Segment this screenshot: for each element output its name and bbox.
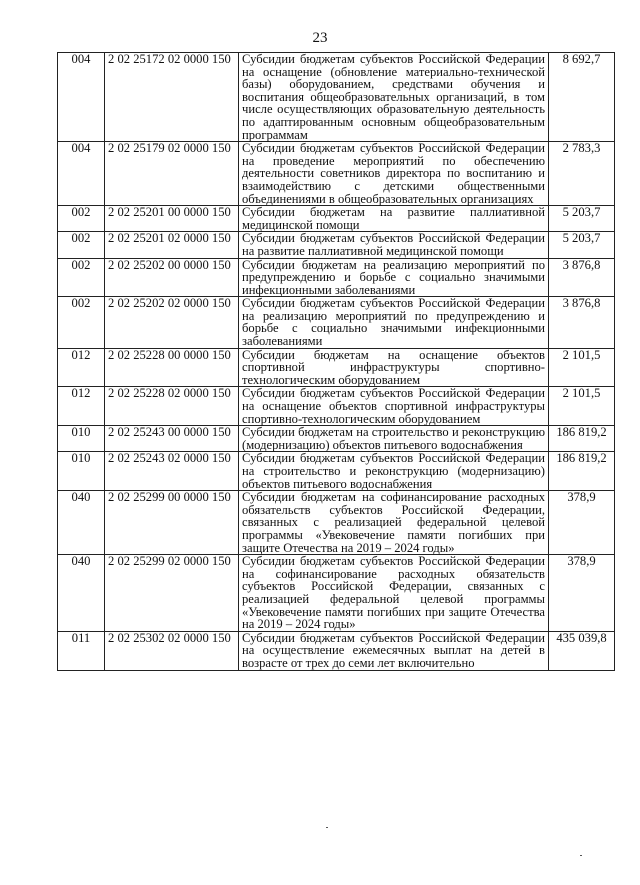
- revenue-name-cell: Субсидии бюджетам на строительство и реконструкцию (модернизацию) объектов питьевого водоснабжения: [239, 426, 549, 452]
- amount-cell: 186 819,2: [549, 426, 615, 452]
- revenue-name-cell: Субсидии бюджетам субъектов Российской Федерации на осуществление ежемесячных выплат на детей в возрасте от трех до семи лет включительно: [239, 631, 549, 670]
- admin-code-cell: 010: [58, 452, 105, 491]
- amount-cell: 5 203,7: [549, 232, 615, 258]
- revenue-name-cell: Субсидии бюджетам субъектов Российской Федерации на развитие паллиативной медицинской помощи: [239, 232, 549, 258]
- revenue-name-cell: Субсидии бюджетам субъектов Российской Федерации на реализацию мероприятий по предупреждению и борьбе с социально значимыми инфекционными заболеваниями: [239, 297, 549, 348]
- kbk-code-cell: 2 02 25228 00 0000 150: [105, 348, 239, 387]
- revenue-name-cell: Субсидии бюджетам субъектов Российской Федерации на проведение мероприятий по обеспечению деятельности советников директора по воспитанию и взаимодействию с детскими общественными объединениями в общеобразовательных организациях: [239, 142, 549, 206]
- revenue-name-cell: Субсидии бюджетам на софинансирование расходных обязательств субъектов Российской Федерации, связанных с реализацией федеральной целевой программы «Увековечение памяти погибших при защите Отечества на 2019 – 2024 годы»: [239, 491, 549, 555]
- revenue-name-cell: Субсидии бюджетам на реализацию мероприятий по предупреждению и борьбе с социально значимыми инфекционными заболеваниями: [239, 258, 549, 297]
- admin-code-cell: 012: [58, 387, 105, 426]
- admin-code-cell: 012: [58, 348, 105, 387]
- revenue-name-cell: Субсидии бюджетам на оснащение объектов спортивной инфраструктуры спортивно-технологическим оборудованием: [239, 348, 549, 387]
- revenue-name-cell: Субсидии бюджетам на развитие паллиативной медицинской помощи: [239, 206, 549, 232]
- amount-cell: 2 101,5: [549, 387, 615, 426]
- table-row: [58, 387, 615, 426]
- table-row: [58, 491, 615, 555]
- kbk-code-cell: 2 02 25201 02 0000 150: [105, 232, 239, 258]
- table-row: [58, 142, 615, 206]
- amount-cell: 186 819,2: [549, 452, 615, 491]
- admin-code-cell: 002: [58, 232, 105, 258]
- admin-code-cell: 002: [58, 297, 105, 348]
- admin-code-cell: 040: [58, 555, 105, 632]
- revenue-name-cell: Субсидии бюджетам субъектов Российской Федерации на строительство и реконструкцию (модернизацию) объектов питьевого водоснабжения: [239, 452, 549, 491]
- table-row: [58, 258, 615, 297]
- revenue-name-cell: Субсидии бюджетам субъектов Российской Федерации на оснащение (обновление материально-технической базы) оборудованием, средствами обучения и воспитания общеобразовательных организаций, в том числе осуществляющих образовательную деятельность по адаптированным основным общеобразовательным программам: [239, 53, 549, 142]
- amount-cell: 3 876,8: [549, 297, 615, 348]
- table-row: [58, 53, 615, 142]
- admin-code-cell: 011: [58, 631, 105, 670]
- table-row: [58, 452, 615, 491]
- amount-cell: 3 876,8: [549, 258, 615, 297]
- kbk-code-cell: 2 02 25228 02 0000 150: [105, 387, 239, 426]
- kbk-code-cell: 2 02 25202 00 0000 150: [105, 258, 239, 297]
- kbk-code-cell: 2 02 25302 02 0000 150: [105, 631, 239, 670]
- kbk-code-cell: 2 02 25179 02 0000 150: [105, 142, 239, 206]
- admin-code-cell: 010: [58, 426, 105, 452]
- amount-cell: 2 783,3: [549, 142, 615, 206]
- table-row: [58, 426, 615, 452]
- kbk-code-cell: 2 02 25172 02 0000 150: [105, 53, 239, 142]
- table-row: [58, 297, 615, 348]
- amount-cell: 378,9: [549, 491, 615, 555]
- admin-code-cell: 004: [58, 53, 105, 142]
- table-row: [58, 555, 615, 632]
- kbk-code-cell: 2 02 25201 00 0000 150: [105, 206, 239, 232]
- kbk-code-cell: 2 02 25243 02 0000 150: [105, 452, 239, 491]
- table-row: [58, 206, 615, 232]
- kbk-code-cell: 2 02 25202 02 0000 150: [105, 297, 239, 348]
- kbk-code-cell: 2 02 25243 00 0000 150: [105, 426, 239, 452]
- table-row: [58, 631, 615, 670]
- kbk-code-cell: 2 02 25299 02 0000 150: [105, 555, 239, 632]
- admin-code-cell: 004: [58, 142, 105, 206]
- scan-speck: [326, 827, 328, 828]
- amount-cell: 435 039,8: [549, 631, 615, 670]
- amount-cell: 5 203,7: [549, 206, 615, 232]
- admin-code-cell: 002: [58, 206, 105, 232]
- admin-code-cell: 040: [58, 491, 105, 555]
- admin-code-cell: 002: [58, 258, 105, 297]
- revenue-name-cell: Субсидии бюджетам субъектов Российской Федерации на оснащение объектов спортивной инфраструктуры спортивно-технологическим оборудованием: [239, 387, 549, 426]
- amount-cell: 8 692,7: [549, 53, 615, 142]
- amount-cell: 2 101,5: [549, 348, 615, 387]
- kbk-code-cell: 2 02 25299 00 0000 150: [105, 491, 239, 555]
- revenue-name-cell: Субсидии бюджетам субъектов Российской Федерации на софинансирование расходных обязательств субъектов Российской Федерации, связанных с реализацией федеральной целевой программы «Увековечение памяти погибших при защите Отечества на 2019 – 2024 годы»: [239, 555, 549, 632]
- table-row: [58, 232, 615, 258]
- table-row: [58, 348, 615, 387]
- budget-revenue-table: [57, 52, 615, 671]
- scan-speck: [580, 855, 582, 856]
- amount-cell: 378,9: [549, 555, 615, 632]
- page-number: 23: [312, 30, 328, 46]
